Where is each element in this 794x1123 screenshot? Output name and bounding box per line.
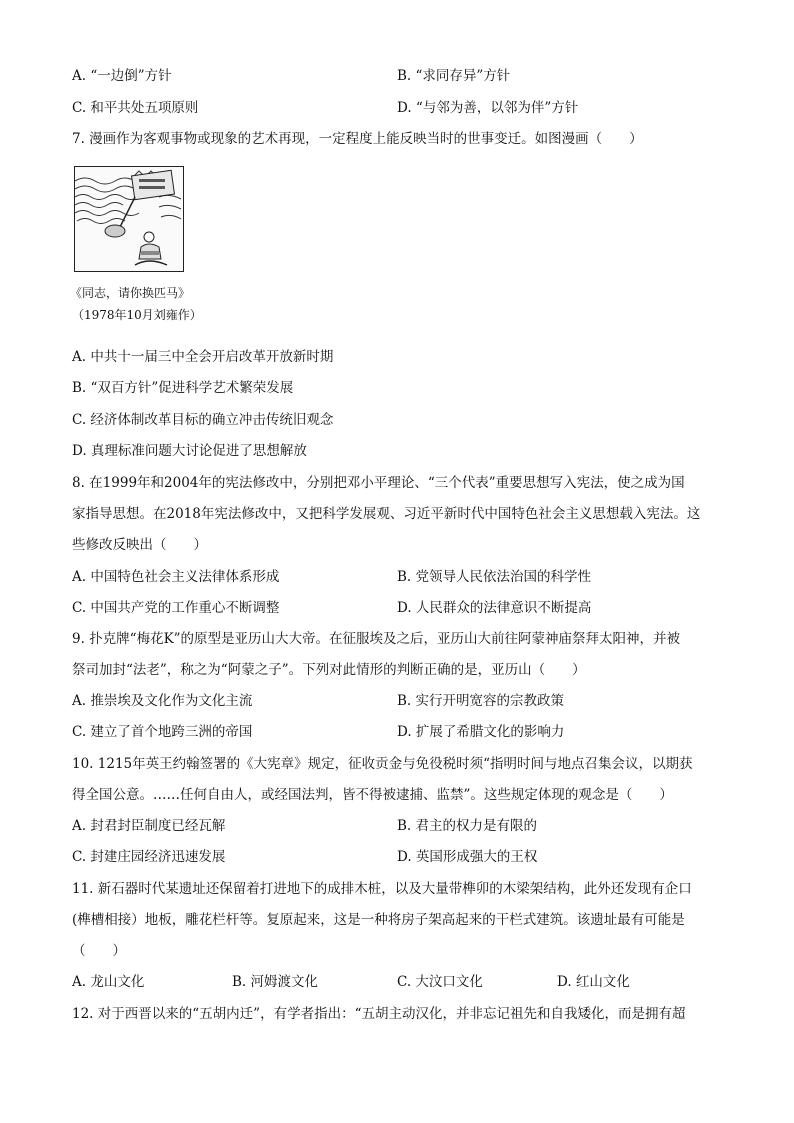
q9-option-d: D. 扩展了希腊文化的影响力 [397,724,565,740]
q8-option-c: C. 中国共产党的工作重心不断调整 [72,600,280,616]
cartoon-image [74,166,184,272]
q9-option-c: C. 建立了首个地跨三洲的帝国 [72,724,253,740]
cartoon-caption-note: （1978年10月刘雍作） [72,308,202,322]
q7-stem: 7. 漫画作为客观事物或现象的艺术再现，一定程度上能反映当时的世事变迁。如图漫画（ ） [72,131,643,147]
q8-stem-line-2: 家指导思想。在2018年宪法修改中，又把科学发展观、习近平新时代中国特色社会主义思想载入宪法。这 [72,506,701,522]
q8-option-b: B. 党领导人民依法治国的科学性 [397,569,592,585]
q9-stem-line-1: 9. 扑克牌“梅花K”的原型是亚历山大大帝。在征服埃及之后，亚历山大前往阿蒙神庙祭拜太阳神，并被 [72,631,681,647]
q8-option-d: D. 人民群众的法律意识不断提高 [397,600,592,616]
q10-stem-line-2: 得全国公意。……任何自由人，或经国法判，皆不得被逮捕、监禁”。这些规定体现的观念是（ ） [72,787,673,803]
q11-stem-line-1: 11. 新石器时代某遗址还保留着打进地下的成排木桩，以及大量带榫卯的木梁架结构，此外还发现有企口 [72,881,692,897]
q11-option-c: C. 大汶口文化 [397,974,483,990]
q10-option-b: B. 君主的权力是有限的 [397,818,538,834]
q11-option-d: D. 红山文化 [557,974,630,990]
q9-option-b: B. 实行开明宽容的宗教政策 [397,693,565,709]
q9-stem-line-2: 祭司加封“法老”，称之为“阿蒙之子”。下列对此情形的判断正确的是，亚历山（ ） [72,662,586,678]
q10-option-d: D. 英国形成强大的王权 [397,849,538,865]
q6-option-b: B. “求同存异”方针 [397,68,511,84]
q6-option-d: D. “与邻为善，以邻为伴”方针 [397,100,579,116]
cartoon-caption-title: 《同志，请你换匹马》 [70,286,191,300]
q7-option-b: B. “双百方针”促进科学艺术繁荣发展 [72,380,294,396]
q10-option-c: C. 封建庄园经济迅速发展 [72,849,226,865]
q11-option-b: B. 河姆渡文化 [232,974,319,990]
q12-stem-line-1: 12. 对于西晋以来的“五胡内迁”，有学者指出：“五胡主动汉化，并非忘记祖先和自我矮化，而是拥有超 [72,1006,686,1022]
q8-option-a: A. 中国特色社会主义法律体系形成 [72,569,280,585]
q10-stem-line-1: 10. 1215年英王约翰签署的《大宪章》规定，征收贡金与免役税时须“指明时间与地点召集会议，以期获 [72,756,693,772]
q11-stem-line-3: （ ） [72,943,126,959]
q8-stem-line-1: 8. 在1999年和2004年的宪法修改中，分别把邓小平理论、“三个代表”重要思想写入宪法，使之成为国 [72,475,685,491]
q6-option-a: A. “一边倒”方针 [72,68,172,84]
q10-option-a: A. 封君封臣制度已经瓦解 [72,818,226,834]
q7-option-a: A. 中共十一届三中全会开启改革开放新时期 [72,349,334,365]
q11-option-a: A. 龙山文化 [72,974,145,990]
q9-option-a: A. 推崇埃及文化作为文化主流 [72,693,253,709]
q11-stem-line-2: (榫槽相接）地板，雕花栏杆等。复原起来，这是一种将房子架高起来的干栏式建筑。该遗址最有可能是 [72,912,685,928]
cartoon-drawing [75,167,183,271]
q7-option-d: D. 真理标准问题大讨论促进了思想解放 [72,443,307,459]
q6-option-c: C. 和平共处五项原则 [72,100,199,116]
q8-stem-line-3: 些修改反映出（ ） [72,537,207,553]
q7-option-c: C. 经济体制改革目标的确立冲击传统旧观念 [72,412,334,428]
